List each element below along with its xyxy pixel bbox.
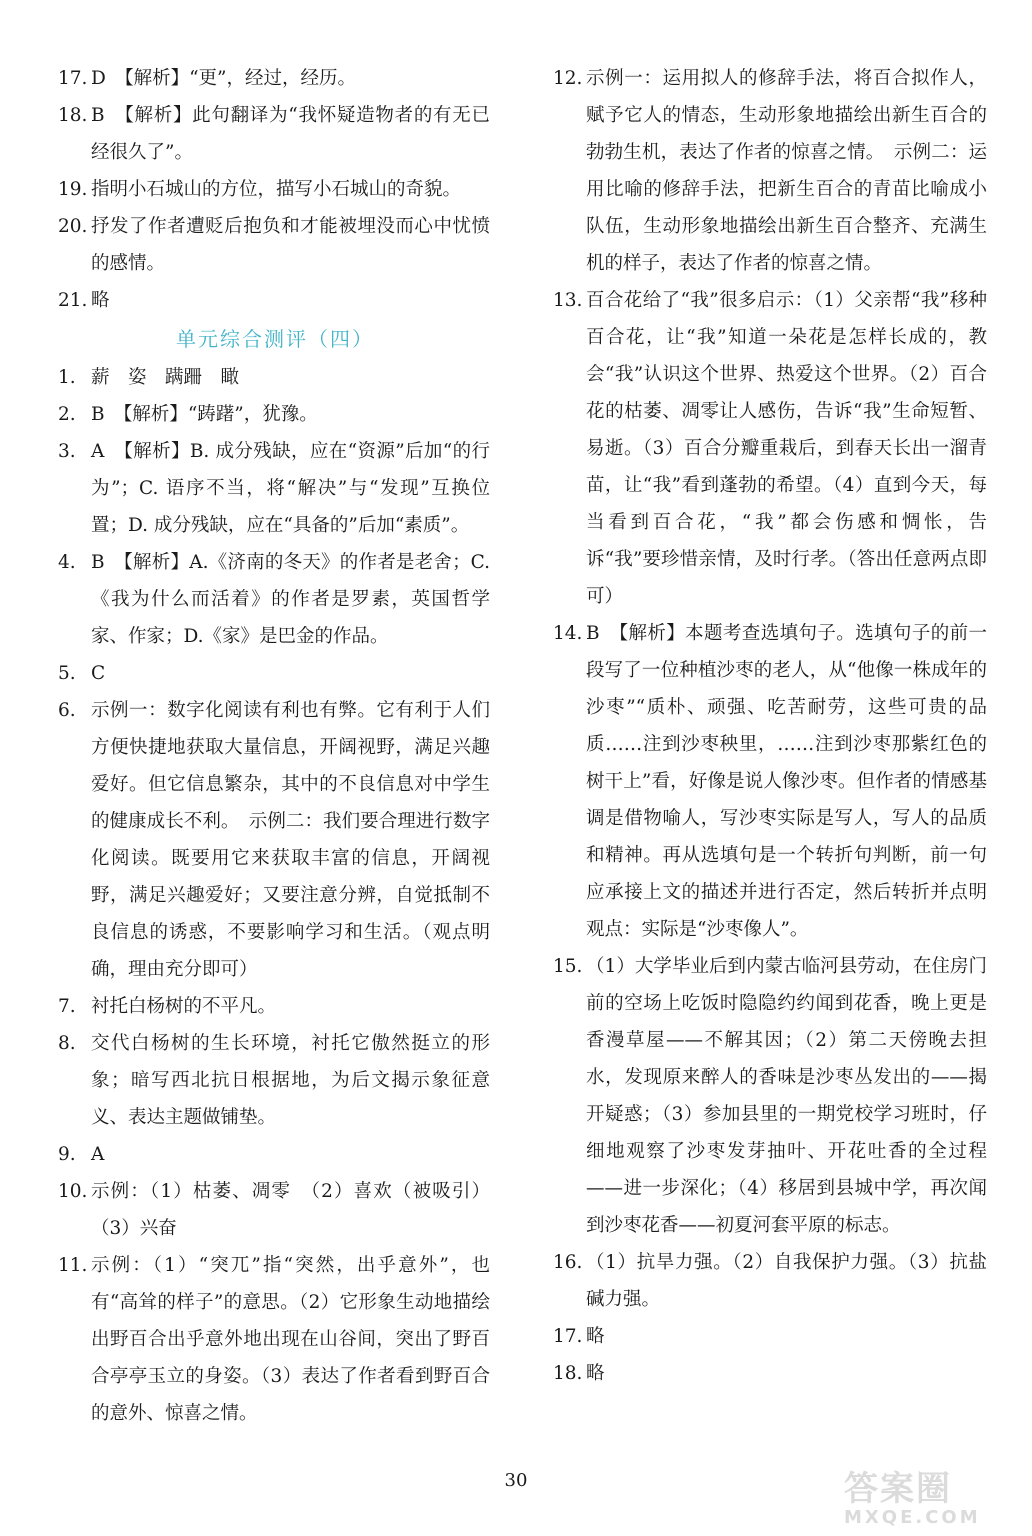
answer-item [60,544,490,655]
answer-number: 11. [58,1255,88,1276]
answer-item [555,1244,987,1318]
answer-text: 薪 姿 蹒跚 瞰 [91,367,240,388]
left-answers-part-1 [60,60,490,319]
answer-item [555,282,987,615]
answer-text: 示例：（1）“突兀”指“突然，出乎意外”，也有“高耸的样子”的意思。（2）它形象生动地描绘出野百合出乎意外地出现在山谷间，突出了野百合亭亭玉立的身姿。（3）表达了作者看到野百合的意外、惊喜之情。 [91,1255,490,1424]
answer-text: 略 [586,1326,605,1347]
answer-number: 12. [553,68,583,89]
answer-number: 21. [58,290,88,311]
answer-text: 抒发了作者遭贬后抱负和才能被埋没而心中忧愤的感情。 [91,216,490,274]
answer-text: 百合花给了“我”很多启示：（1）父亲帮“我”移种百合花，让“我”知道一朵花是怎样长成的，教会“我”认识这个世界、热爱这个世界。（2）百合花的枯萎、凋零让人感伤，告诉“我”生命短暂、易逝。（3）百合分瓣重栽后，到春天长出一溜青苗，让“我”看到蓬勃的希望。（4）直到今天，每当看到百合花，“我”都会伤感和惆怅，告诉“我”要珍惜亲情，及时行孝。（答出任意两点即可） [586,290,987,607]
right-column [555,60,987,1392]
answer-number: 9. [58,1144,76,1165]
answer-text: 指明小石城山的方位，描写小石城山的奇貌。 [91,179,462,200]
answer-item [555,1318,987,1355]
answer-item [60,97,490,171]
answer-text: 略 [586,1363,605,1384]
answer-item [60,396,490,433]
answer-item [60,171,490,208]
answer-item [555,60,987,282]
answer-text: 示例一：运用拟人的修辞手法，将百合拟作人，赋予它人的情态，生动形象地描绘出新生百合的勃勃生机，表达了作者的惊喜之情。 示例二：运用比喻的修辞手法，把新生百合的青苗比喻成小队伍，生动形象地描绘出新生百合整齐、充满生机的样子，表达了作者的惊喜之情。 [586,68,987,274]
left-answers-part-2 [60,359,490,1432]
section-title: 单元综合测评（四） [176,327,374,351]
answer-item [555,615,987,948]
answer-text: 衬托白杨树的不平凡。 [91,996,277,1017]
answer-item [555,1355,987,1392]
answer-text: 交代白杨树的生长环境，衬托它傲然挺立的形象；暗写西北抗日根据地，为后文揭示象征意义、表达主题做铺垫。 [91,1033,490,1128]
answer-text: B 【解析】本题考查选填句子。选填句子的前一段写了一位种植沙枣的老人，从“他像一株成年的沙枣”“质朴、顽强、吃苦耐劳，这些可贵的品质……注到沙枣秧里，……注到沙枣那紫红色的树干上”看，好像是说人像沙枣。但作者的情感基调是借物喻人，写沙枣实际是写人，写人的品质和精神。再从选填句是一个转折句判断，前一句应承接上文的描述并进行否定，然后转折并点明观点：实际是“沙枣像人”。 [586,623,987,940]
answer-number: 13. [553,290,583,311]
answer-item [60,1173,490,1247]
answer-text: D 【解析】“更”，经过，经历。 [91,68,356,89]
answer-text: 示例：（1）枯萎、凋零 （2）喜欢（被吸引）（3）兴奋 [91,1181,490,1239]
watermark-text-en: MXQE.COM [844,1507,981,1528]
answer-text: B 【解析】A.《济南的冬天》的作者是老舍；C.《我为什么而活着》的作者是罗素，英国哲学家、作家；D.《家》是巴金的作品。 [91,552,490,647]
answer-number: 2. [58,404,76,425]
answer-item [60,1025,490,1136]
answer-item [60,1247,490,1432]
answer-item [60,208,490,282]
answer-text: C [91,663,106,684]
answer-item [60,433,490,544]
answer-text: A [91,1144,105,1165]
answer-number: 18. [553,1363,583,1384]
answer-item [60,359,490,396]
answer-text: A 【解析】B. 成分残缺，应在“资源”后加“的行为”；C. 语序不当，将“解决”与“发现”互换位置；D. 成分残缺，应在“具备的”后加“素质”。 [91,441,490,536]
answer-item [60,655,490,692]
answer-text: （1）大学毕业后到内蒙古临河县劳动，在住房门前的空场上吃饭时隐隐约约闻到花香，晚上更是香漫草屋——不解其因；（2）第二天傍晚去担水，发现原来醉人的香味是沙枣丛发出的——揭开疑惑；（3）参加县里的一期党校学习班时，仔细地观察了沙枣发芽抽叶、开花吐香的全过程——进一步深化；（4）移居到县城中学，再次闻到沙枣花香——初夏河套平原的标志。 [586,956,987,1236]
answer-text: 示例一：数字化阅读有利也有弊。它有利于人们方便快捷地获取大量信息，开阔视野，满足兴趣爱好。但它信息繁杂，其中的不良信息对中学生的健康成长不利。 示例二：我们要合理进行数字化阅读。既要用它来获取丰富的信息，开阔视野，满足兴趣爱好；又要注意分辨，自觉抵制不良信息的诱惑，不要影响学习和生活。（观点明确，理由充分即可） [91,700,490,980]
answer-number: 20. [58,216,88,237]
answer-number: 10. [58,1181,88,1202]
answer-number: 16. [553,1252,583,1273]
answer-number: 1. [58,367,76,388]
answer-item [60,692,490,988]
answer-text: 略 [91,290,110,311]
answer-number: 18. [58,105,88,126]
left-column [60,60,490,1432]
answer-text: B 【解析】“踌躇”，犹豫。 [91,404,318,425]
answer-number: 7. [58,996,76,1017]
answer-item [60,60,490,97]
answer-number: 19. [58,179,88,200]
answer-text: （1）抗旱力强。（2）自我保护力强。（3）抗盐碱力强。 [586,1252,987,1310]
answer-number: 6. [58,700,76,721]
watermark-logo [844,1470,1014,1530]
answer-item [60,988,490,1025]
answer-number: 5. [58,663,76,684]
answer-number: 8. [58,1033,76,1054]
answer-number: 15. [553,956,583,977]
watermark-text-cn: 答案圈 [844,1469,952,1509]
answer-item [555,948,987,1244]
answer-number: 14. [553,623,583,644]
answer-item [60,1136,490,1173]
page-number: 30 [504,1470,528,1491]
answer-number: 3. [58,441,76,462]
answer-text: B 【解析】此句翻译为“我怀疑造物者的有无已经很久了”。 [91,105,490,163]
answer-number: 17. [553,1326,583,1347]
answer-number: 17. [58,68,88,89]
right-answers [555,60,987,1392]
answer-number: 4. [58,552,76,573]
answer-item [60,282,490,319]
